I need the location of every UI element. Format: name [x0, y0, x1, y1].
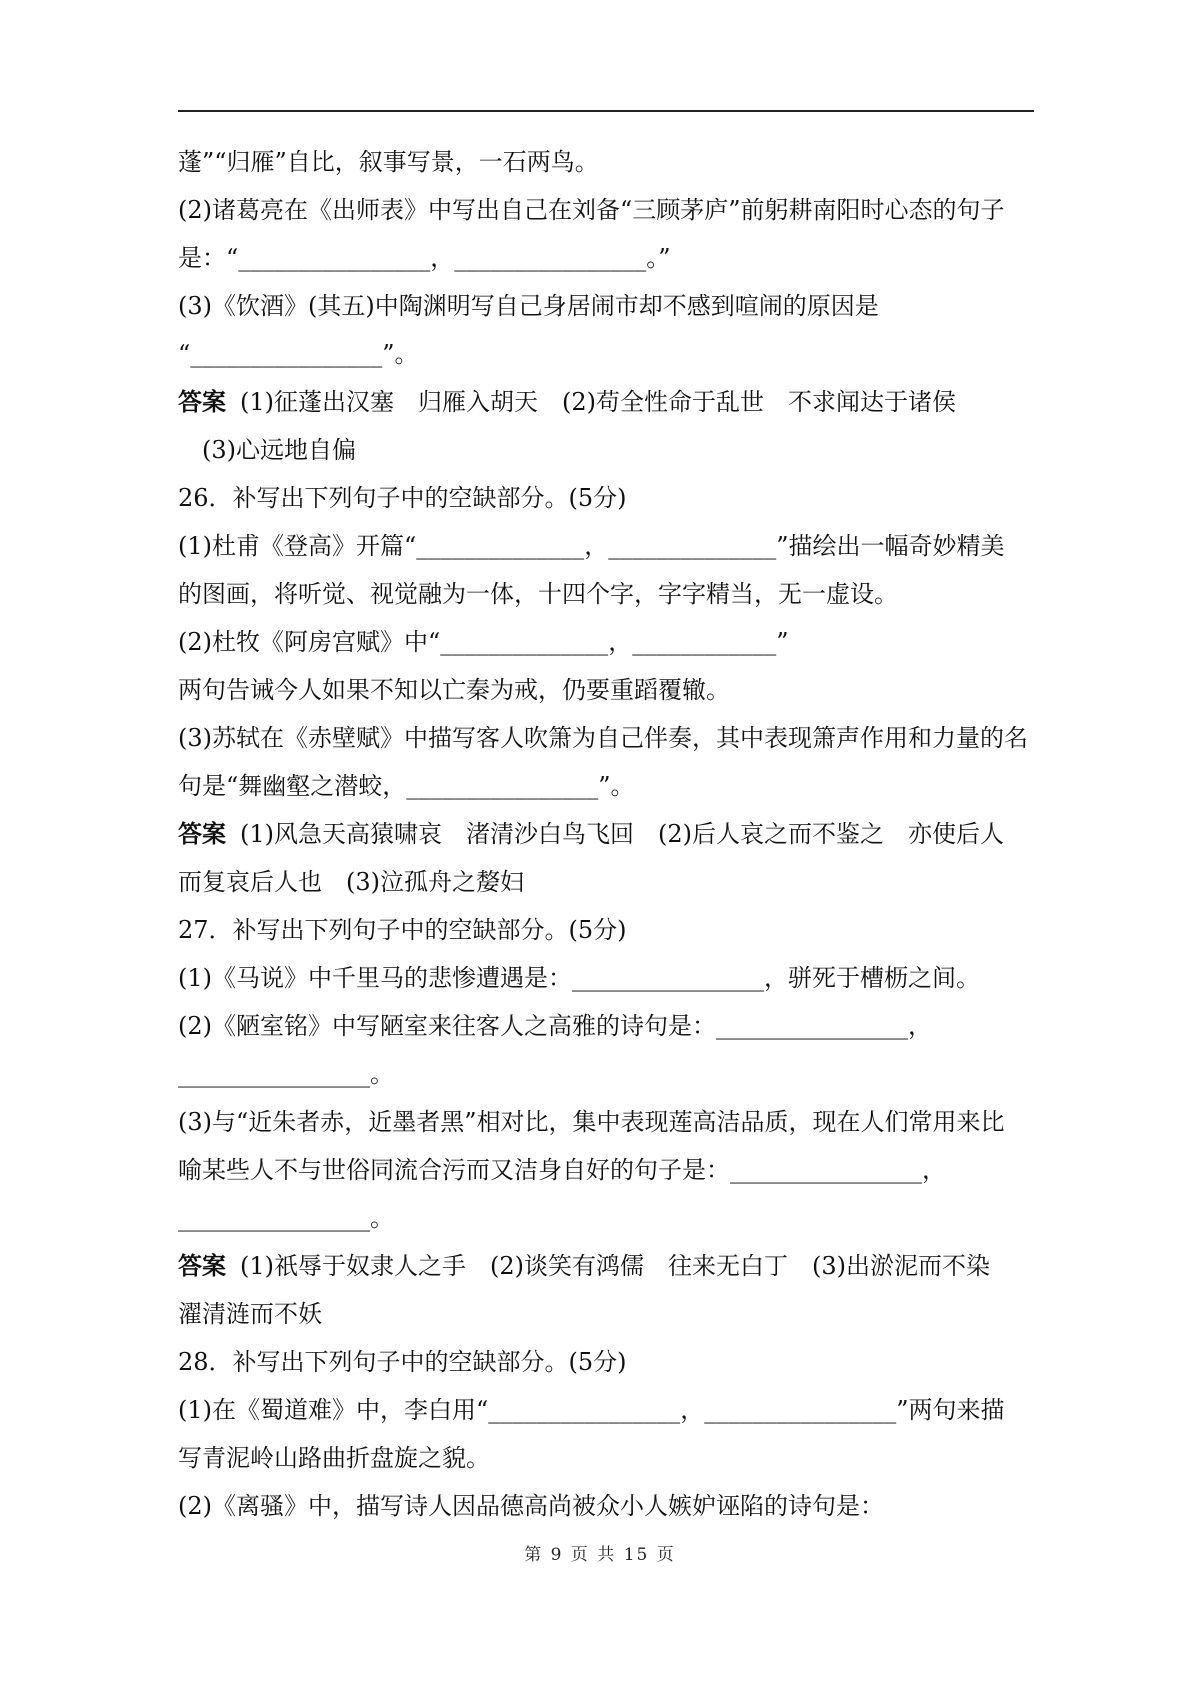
text-line: (2)《离骚》中，描写诗人因品德高尚被众小人嫉妒诬陷的诗句是：: [178, 1492, 884, 1520]
text-line: (1)杜甫《登高》开篇“______________，______________”描绘出一幅奇妙精美: [178, 532, 1005, 560]
answer-label: 答案: [178, 388, 226, 416]
text-line: 写青泥岭山路曲折盘旋之貌。: [178, 1444, 490, 1472]
answer-line: [178, 1250, 1034, 1298]
question-heading: 27．补写出下列句子中的空缺部分。(5分): [178, 916, 627, 944]
text-line: (2)《陋室铭》中写陋室来往客人之高雅的诗句是：________________，: [178, 1012, 932, 1040]
question-heading: 28．补写出下列句子中的空缺部分。(5分): [178, 1348, 627, 1376]
text-line: (2)杜牧《阿房宫赋》中“______________，____________”: [178, 628, 789, 656]
text-line: 是：“________________，________________。”: [178, 244, 671, 272]
text-line: (1)《马说》中千里马的悲惨遭遇是：________________，骈死于槽枥之间。: [178, 964, 980, 992]
text-line: ________________。: [178, 1204, 394, 1232]
text-line: ________________。: [178, 1060, 394, 1088]
text-line: 蓬”“归雁”自比，叙事写景，一石两鸟。: [178, 148, 599, 176]
text-line: 句是“舞幽壑之潜蛟，________________”。: [178, 772, 635, 800]
answer-text: (1)祇辱于奴隶人之手 (2)谈笑有鸿儒 往来无白丁 (3)出淤泥而不染: [240, 1252, 990, 1280]
answer-line: (3)心远地自偏: [202, 436, 356, 464]
answer-line: [178, 386, 1034, 434]
answer-label: 答案: [178, 820, 226, 848]
question-heading: 26．补写出下列句子中的空缺部分。(5分): [178, 484, 627, 512]
page-content: [178, 146, 1034, 1538]
answer-line: 濯清涟而不妖: [178, 1300, 322, 1328]
text-line: 两句告诫今人如果不知以亡秦为戒，仍要重蹈覆辙。: [178, 676, 730, 704]
text-line: (2)诸葛亮在《出师表》中写出自己在刘备“三顾茅庐”前躬耕南阳时心态的句子: [178, 196, 1005, 224]
page-footer: 第 9 页 共 15 页: [524, 1545, 676, 1565]
text-line: (3)苏轼在《赤壁赋》中描写客人吹箫为自己伴奏，其中表现箫声作用和力量的名: [178, 724, 1028, 752]
answer-label: 答案: [178, 1252, 226, 1280]
text-line: (3)《饮酒》(其五)中陶渊明写自己身居闹市却不感到喧闹的原因是: [178, 292, 879, 320]
answer-line: [178, 818, 1034, 866]
answer-line: 而复哀后人也 (3)泣孤舟之嫠妇: [178, 868, 524, 896]
text-line: 喻某些人不与世俗同流合污而又洁身自好的句子是：________________，: [178, 1156, 946, 1184]
text-line: (1)在《蜀道难》中，李白用“________________，________________”两句来描: [178, 1396, 1005, 1424]
answer-text: (1)风急天高猿啸哀 渚清沙白鸟飞回 (2)后人哀之而不鉴之 亦使后人: [240, 820, 1004, 848]
header-rule: [178, 110, 1034, 112]
answer-text: (1)征蓬出汉塞 归雁入胡天 (2)苟全性命于乱世 不求闻达于诸侯: [240, 388, 956, 416]
text-line: (3)与“近朱者赤，近墨者黑”相对比，集中表现莲高洁品质，现在人们常用来比: [178, 1108, 1005, 1136]
text-line: “________________”。: [178, 340, 419, 368]
text-line: 的图画，将听觉、视觉融为一体，十四个字，字字精当，无一虚设。: [178, 580, 898, 608]
